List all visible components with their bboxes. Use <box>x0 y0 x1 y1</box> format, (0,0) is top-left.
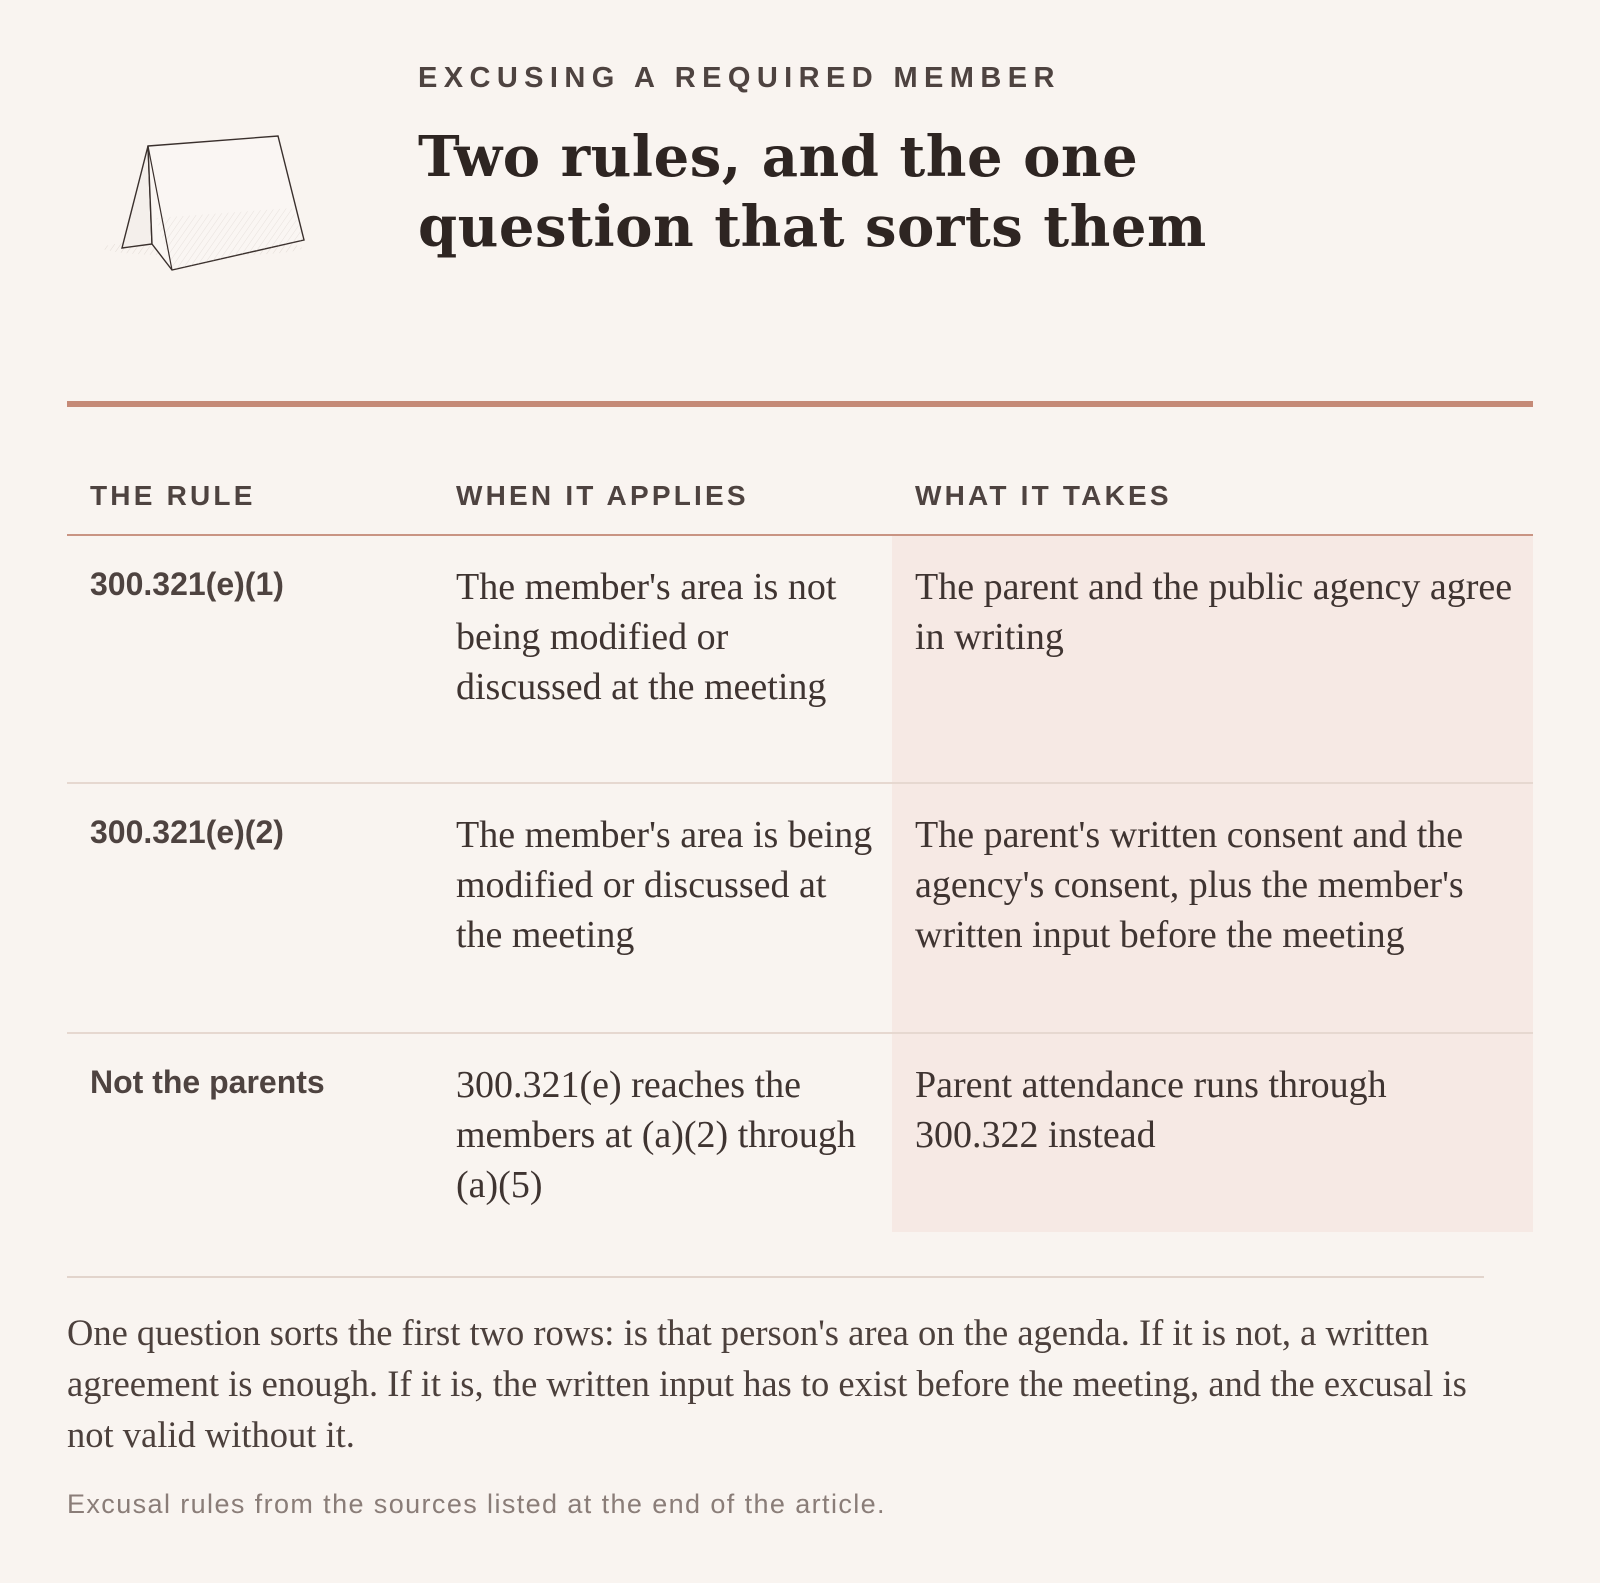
rule-cell: 300.321(e)(1) <box>90 566 284 602</box>
table-row <box>67 536 1533 784</box>
page-title-line-1: Two rules, and the one <box>418 124 1139 190</box>
summary-paragraph: One question sorts the first two rows: is that person's area on the agenda. If it is not, a written agreement is enough. If it is, the written input has to exist before the meeting, and the excusal is not valid without it. <box>67 1312 1467 1455</box>
table-tent-card-icon <box>92 128 312 288</box>
summary-divider <box>67 1276 1484 1278</box>
applies-cell: The member's area is being modified or discussed at the meeting <box>456 814 873 956</box>
column-header-applies: WHEN IT APPLIES <box>456 480 749 511</box>
column-header-rule: THE RULE <box>90 480 256 511</box>
takes-cell: Parent attendance runs through 300.322 instead <box>915 1064 1387 1156</box>
header <box>0 0 1600 300</box>
column-header-takes: WHAT IT TAKES <box>915 480 1172 511</box>
table-header <box>67 440 1533 536</box>
table-row <box>67 784 1533 1034</box>
takes-cell: The parent's written consent and the agency's consent, plus the member's written input before the meeting <box>915 814 1464 956</box>
table-row <box>67 1034 1533 1232</box>
eyebrow-label: EXCUSING A REQUIRED MEMBER <box>418 62 1061 94</box>
accent-divider <box>67 401 1533 407</box>
applies-cell: 300.321(e) reaches the members at (a)(2) through (a)(5) <box>456 1064 856 1206</box>
page-title <box>418 122 1238 262</box>
rules-table <box>67 440 1533 1232</box>
takes-cell: The parent and the public agency agree in writing <box>915 566 1513 658</box>
source-note: Excusal rules from the sources listed at the end of the article. <box>67 1489 886 1519</box>
rule-cell: 300.321(e)(2) <box>90 814 284 850</box>
page-title-line-2: question that sorts them <box>418 194 1207 260</box>
rule-cell: Not the parents <box>90 1064 325 1100</box>
applies-cell: The member's area is not being modified or discussed at the meeting <box>456 566 837 708</box>
